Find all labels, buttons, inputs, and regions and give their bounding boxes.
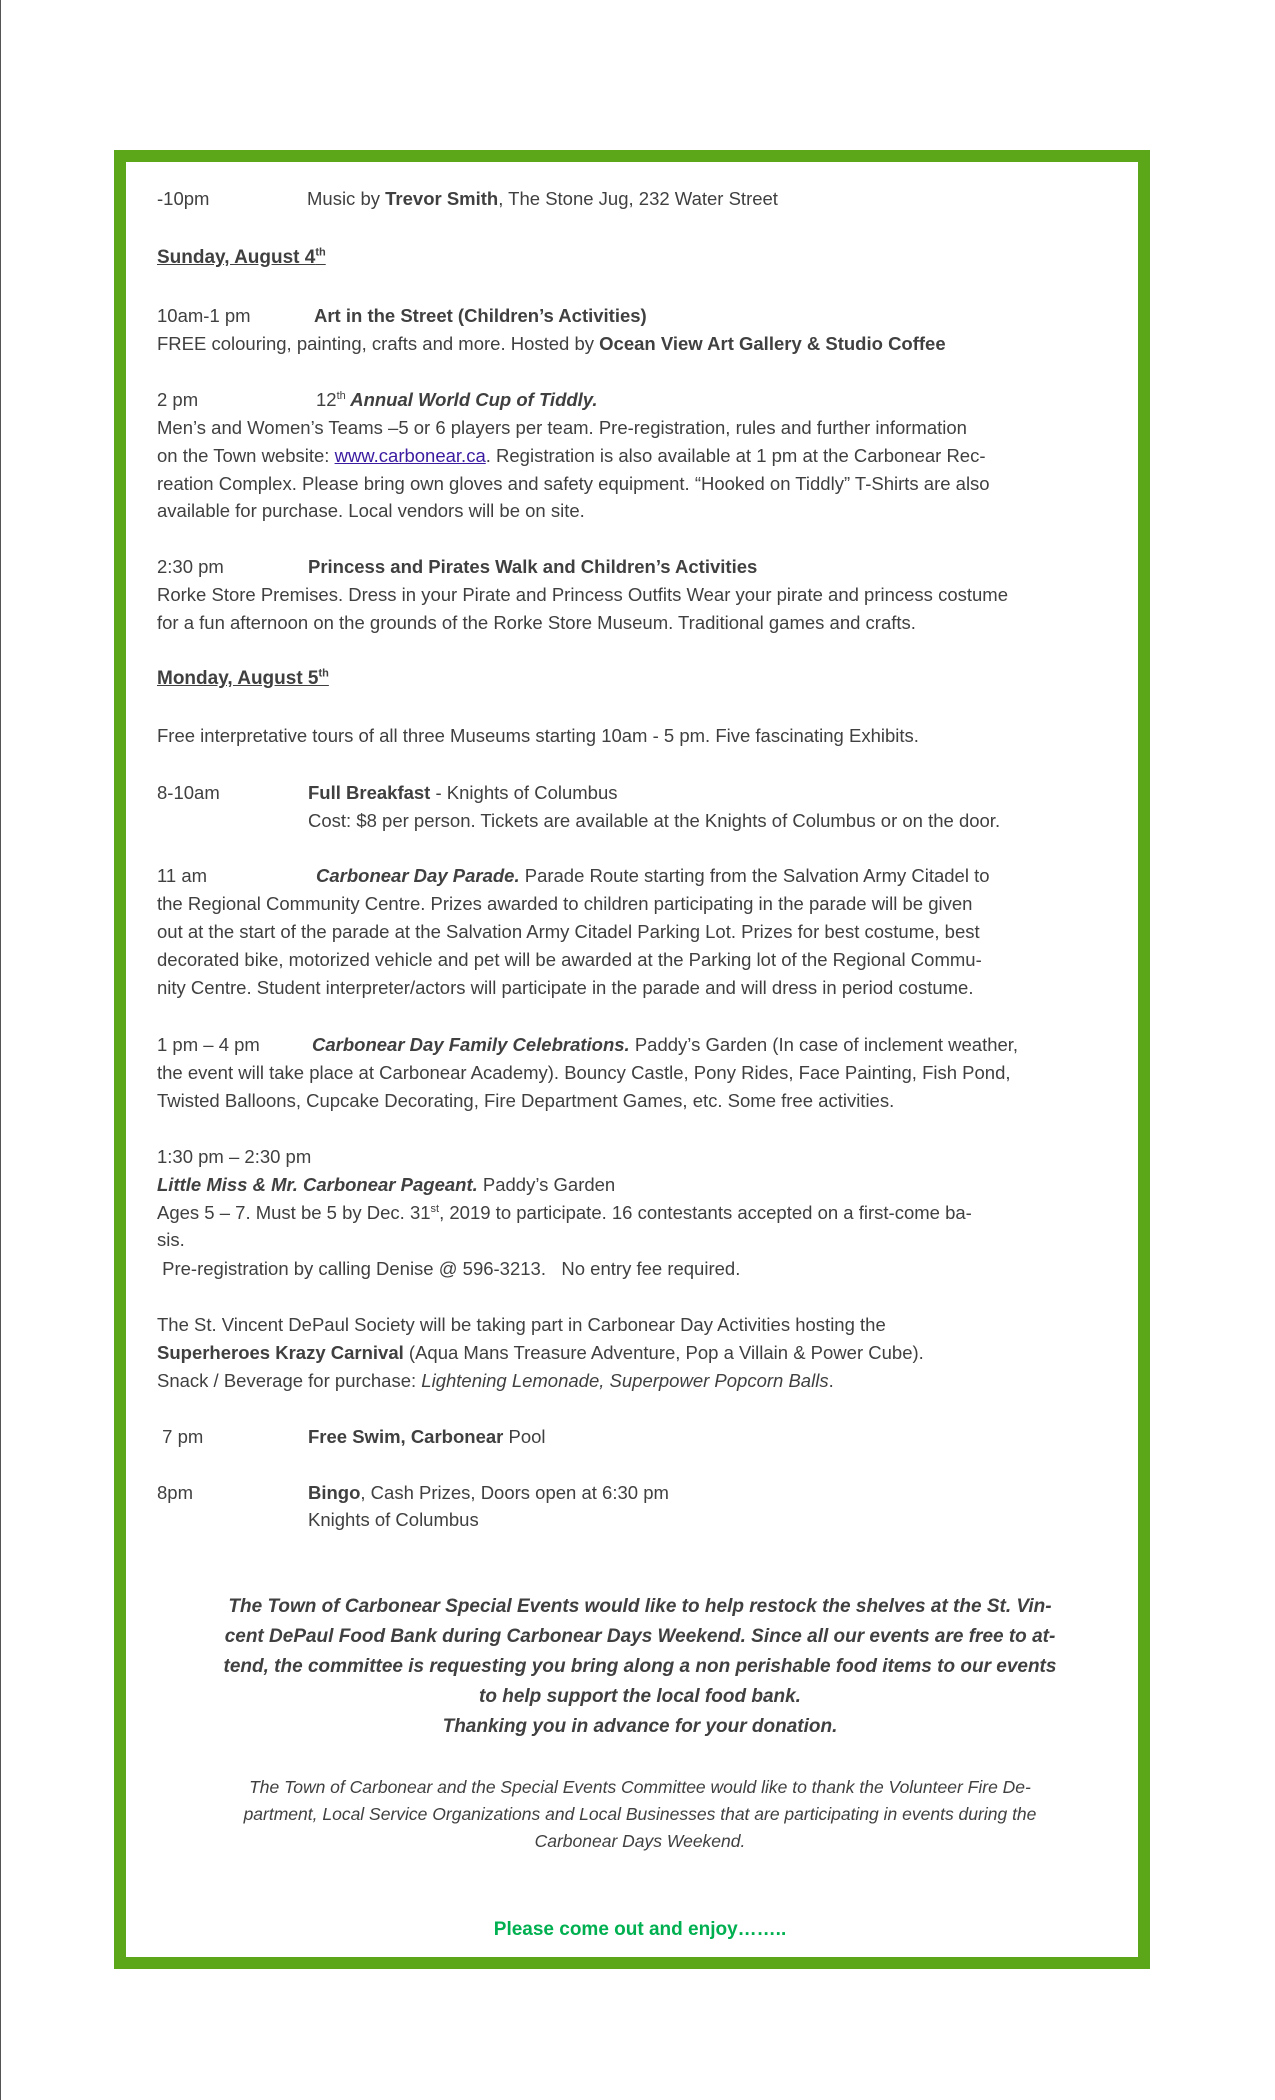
event-time: 7 pm [157, 1426, 204, 1447]
superscript: th [318, 667, 329, 680]
event-time: 11 am [157, 865, 208, 886]
text: Pool [503, 1426, 546, 1447]
museum-tours-line: Free interpretative tours of all three Museums starting 10am - 5 pm. Five fascinating Exhibits. [157, 725, 919, 746]
title-text: Carbonear Day Family Celebrations. [312, 1034, 630, 1055]
text: , The Stone Jug, 232 Water Street [498, 188, 778, 209]
event-free-swim [157, 1423, 546, 1451]
donation-thanks-line: Thanking you in advance for your donation. [442, 1716, 838, 1737]
text: Ages 5 – 7. Must be 5 by Dec. 31 [157, 1202, 431, 1223]
heading-text: Monday, August 5 [157, 668, 319, 689]
event-time: -10pm [157, 188, 210, 209]
event-desc-line: available for purchase. Local vendors will be on site. [157, 500, 585, 521]
food-bank-appeal-line: tend, the committee is requesting you bring along a non perishable food items to our events [223, 1656, 1057, 1677]
text: . Registration is also available at 1 pm at the Carbonear Rec- [485, 445, 986, 466]
event-desc-line: Rorke Store Premises. Dress in your Pirate and Princess Outfits Wear your pirate and princess costume [157, 584, 1008, 605]
event-title [308, 1479, 669, 1507]
sponsor-thanks-line: Carbonear Days Weekend. [534, 1831, 746, 1851]
food-bank-appeal-line: to help support the local food bank. [479, 1686, 801, 1707]
heading-text: Sunday, August 4 [157, 247, 316, 268]
text: , Cash Prizes, Doors open at 6:30 pm [360, 1482, 669, 1503]
svdp-line [157, 1367, 834, 1395]
text: (Aqua Mans Treasure Adventure, Pop a Villain & Power Cube). [403, 1342, 924, 1363]
event-time: 2 pm [157, 389, 199, 410]
event-music-trevor-smith [157, 185, 778, 213]
event-desc-line [157, 442, 986, 470]
title-text: Carbonear Day Parade. [316, 865, 520, 886]
text: Paddy’s Garden [477, 1174, 616, 1195]
event-title [308, 1423, 546, 1451]
event-desc-line [157, 330, 946, 358]
event-pageant [157, 1171, 615, 1199]
text: 12 [316, 389, 337, 410]
food-bank-appeal-line: cent DePaul Food Bank during Carbonear Days Weekend. Since all our events are free to at- [224, 1626, 1056, 1647]
snack-names: Lightening Lemonade, Superpower Popcorn Balls [421, 1370, 829, 1391]
event-parade [157, 862, 990, 890]
event-desc-line [157, 1199, 972, 1227]
event-time: 1:30 pm – 2:30 pm [157, 1146, 312, 1167]
title-text: Bingo [308, 1482, 361, 1503]
event-time: 8pm [157, 1482, 193, 1503]
monday-heading [157, 665, 329, 693]
event-desc-line: the event will take place at Carbonear Academy). Bouncy Castle, Pony Rides, Face Painting, Fish Pond, [157, 1062, 1011, 1083]
event-title [316, 386, 598, 414]
svdp-line [157, 1339, 924, 1367]
event-title [308, 779, 618, 807]
closing-message: Please come out and enjoy…….. [493, 1919, 787, 1940]
text: Paddy’s Garden (In case of inclement weather, [629, 1034, 1019, 1055]
host-name: Ocean View Art Gallery & Studio Coffee [599, 333, 946, 354]
website-link[interactable]: www.carbonear.ca [334, 445, 486, 466]
superscript: th [315, 246, 326, 259]
event-desc-line: decorated bike, motorized vehicle and pet will be awarded at the Parking lot of the Regional Commu- [157, 949, 982, 970]
carnival-name: Superheroes Krazy Carnival [157, 1342, 404, 1363]
superscript: st [430, 1202, 440, 1215]
event-desc-line: out at the start of the parade at the Salvation Army Citadel Parking Lot. Prizes for best costume, best [157, 921, 980, 942]
text: on the Town website: [157, 445, 335, 466]
text: Knights of Columbus [308, 1509, 479, 1530]
event-desc-line: Twisted Balloons, Cupcake Decorating, Fire Department Games, etc. Some free activities. [157, 1090, 895, 1111]
event-time: 1 pm – 4 pm [157, 1034, 260, 1055]
event-art-in-the-street [157, 302, 647, 330]
event-bingo [157, 1479, 669, 1507]
title-text: Full Breakfast [308, 782, 431, 803]
event-desc-line: Pre-registration by calling Denise @ 596-3213. No entry fee required. [157, 1258, 741, 1279]
event-desc-line: for a fun afternoon on the grounds of the Rorke Store Museum. Traditional games and crafts. [157, 612, 916, 633]
superscript: th [336, 389, 346, 402]
event-time: 10am-1 pm [157, 305, 251, 326]
text: Cost: $8 per person. Tickets are available at the Knights of Columbus or on the door. [308, 810, 1001, 831]
event-time: 2:30 pm [157, 556, 224, 577]
event-desc [307, 185, 778, 213]
event-desc-line: nity Centre. Student interpreter/actors will participate in the parade and will dress in period costume. [157, 977, 974, 998]
event-title [316, 862, 990, 890]
sponsor-thanks-line: partment, Local Service Organizations and Local Businesses that are participating in events during the [243, 1804, 1037, 1824]
event-princess-pirates [157, 553, 758, 581]
event-title: Art in the Street (Children’s Activities) [314, 305, 647, 326]
text: Music by [307, 188, 386, 209]
event-title: Princess and Pirates Walk and Children’s Activities [308, 556, 758, 577]
event-title [312, 1031, 1018, 1059]
title-text: Free Swim, Carbonear [308, 1426, 504, 1447]
text: FREE colouring, painting, crafts and more. Hosted by [157, 333, 600, 354]
text: Snack / Beverage for purchase: [157, 1370, 422, 1391]
text: - Knights of Columbus [430, 782, 618, 803]
svdp-line: The St. Vincent DePaul Society will be taking part in Carbonear Day Activities hosting the [157, 1314, 886, 1335]
text: , 2019 to participate. 16 contestants accepted on a first-come ba- [439, 1202, 972, 1223]
event-time: 8-10am [157, 782, 220, 803]
event-desc-line: Men’s and Women’s Teams –5 or 6 players per team. Pre-registration, rules and further information [157, 417, 967, 438]
event-tiddly [157, 386, 598, 414]
sponsor-thanks-line: The Town of Carbonear and the Special Events Committee would like to thank the Volunteer Fire De- [249, 1777, 1031, 1797]
event-family-celebrations [157, 1031, 1019, 1059]
food-bank-appeal-line: The Town of Carbonear Special Events would like to help restock the shelves at the St. Vin- [228, 1596, 1052, 1617]
performer-name: Trevor Smith [385, 188, 499, 209]
event-title: Little Miss & Mr. Carbonear Pageant. [157, 1174, 478, 1195]
page-edge-line [0, 0, 1, 2100]
text: . [828, 1370, 834, 1391]
event-desc-line: sis. [157, 1229, 185, 1250]
event-full-breakfast [157, 779, 618, 807]
event-desc-line: the Regional Community Centre. Prizes awarded to children participating in the parade will be given [157, 893, 973, 914]
text: Parade Route starting from the Salvation Army Citadel to [519, 865, 990, 886]
event-desc-line: reation Complex. Please bring own gloves and safety equipment. “Hooked on Tiddly” T-Shirts are also [157, 473, 990, 494]
title-text: Annual World Cup of Tiddly. [345, 389, 598, 410]
sunday-heading [157, 244, 326, 272]
